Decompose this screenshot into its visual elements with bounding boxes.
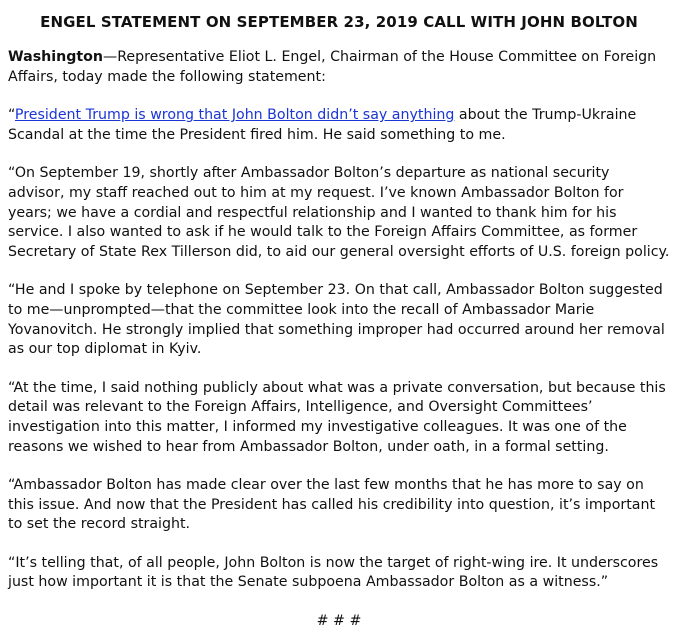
- page-title: ENGEL STATEMENT ON SEPTEMBER 23, 2019 CALL WITH JOHN BOLTON: [40, 13, 638, 31]
- open-quote: “: [8, 107, 15, 124]
- intro-paragraph: [8, 48, 670, 87]
- paragraph-5: “Ambassador Bolton has made clear over the last few months that he has more to say on this issue. And now that the President has called his credibility into question, it’s important to set the record straight.: [8, 477, 656, 533]
- article-link[interactable]: President Trump is wrong that John Bolton didn’t say anything: [14, 107, 455, 124]
- paragraph-1: [8, 106, 670, 145]
- dateline: Washington: [8, 49, 104, 65]
- paragraph-6: “It’s telling that, of all people, John Bolton is now the target of right-wing ire. It underscores just how important it is that the Senate subpoena Ambassador Bolton as a witness.”: [8, 554, 659, 591]
- paragraph-4: “At the time, I said nothing publicly about what was a private conversation, but because this detail was relevant to the Foreign Affairs, Intelligence, and Oversight Committees’ investigation into this matter, I informed my investigative colleagues. It was one of the reasons we wished to hear from Ambassador Bolton, under oath, in a formal setting.: [8, 379, 666, 455]
- intro-text: —Representative Eliot L. Engel, Chairman of the House Committee on Foreign Affairs, today made the following statement:: [8, 49, 657, 85]
- end-mark: # # #: [316, 613, 362, 630]
- paragraph-2: “On September 19, shortly after Ambassador Bolton’s departure as national security advisor, my staff reached out to him at my request. I’ve known Ambassador Bolton for years; we have a cordial and respectful relationship and I wanted to thank him for his service. I also wanted to ask if he would talk to the Foreign Affairs Committee, as former Secretary of State Rex Tillerson did, to aid our general oversight efforts of U.S. foreign policy.: [8, 165, 670, 260]
- paragraph-1-text: about the Trump-Ukraine Scandal at the time the President fired him. He said something to me.: [8, 107, 637, 143]
- paragraph-3: “He and I spoke by telephone on September 23. On that call, Ambassador Bolton suggested to me—unprompted—that the committee look into the recall of Ambassador Marie Yovanovitch. He strongly implied that something improper had occurred around her removal as our top diplomat in Kyiv.: [8, 282, 665, 358]
